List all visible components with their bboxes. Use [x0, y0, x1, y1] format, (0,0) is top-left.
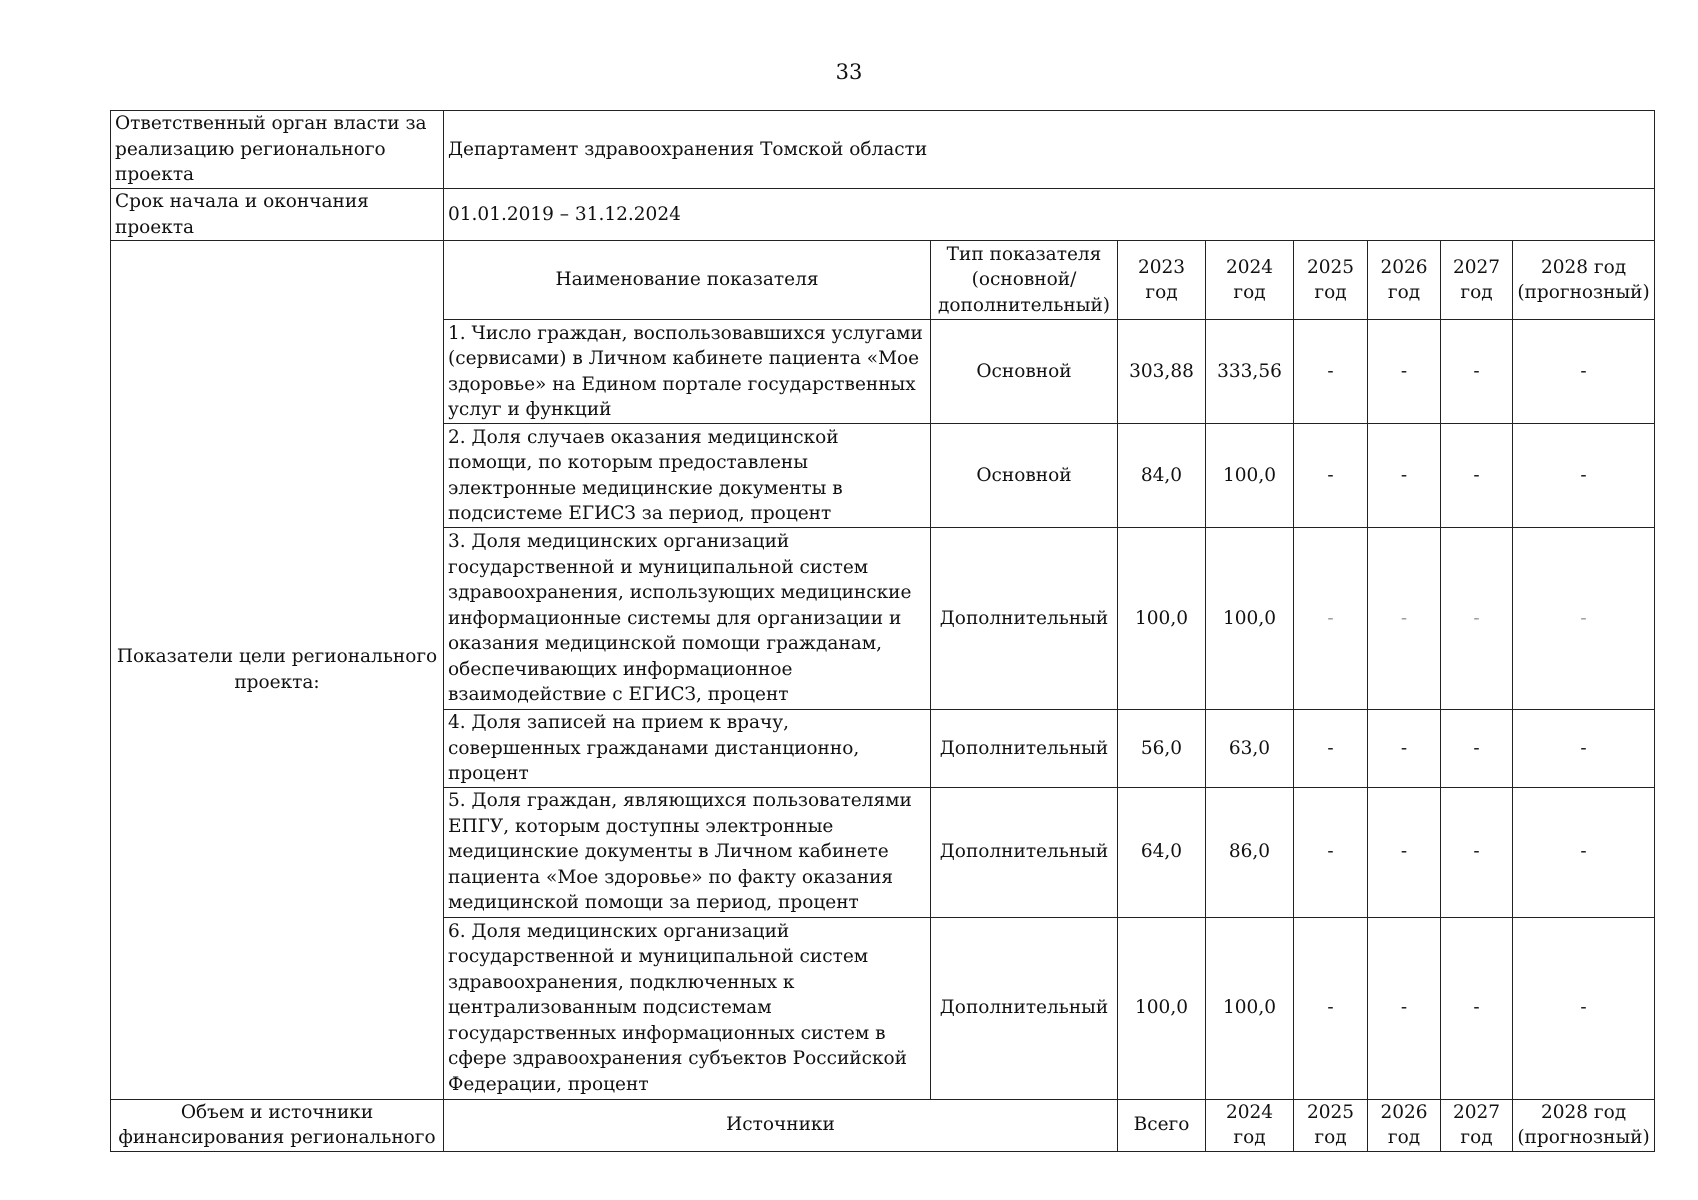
page-number: 33 [835, 60, 863, 84]
indicator-type: Основной [931, 424, 1118, 528]
period-value: 01.01.2019 – 31.12.2024 [444, 189, 1655, 241]
indicators-section-label: Показатели цели регионального проекта: [111, 241, 444, 1100]
value-2023: 84,0 [1118, 424, 1206, 528]
value-2024: 100,0 [1206, 424, 1294, 528]
responsible-label: Ответственный орган власти за реализацию регионального проекта [111, 111, 444, 189]
value-2027: - [1441, 424, 1513, 528]
value-2024: 63,0 [1206, 710, 1294, 788]
value-2023: 64,0 [1118, 787, 1206, 917]
value-2028: - [1513, 787, 1655, 917]
value-2027: - [1441, 528, 1513, 710]
value-2023: 100,0 [1118, 917, 1206, 1099]
value-2028: - [1513, 528, 1655, 710]
value-2024: 86,0 [1206, 787, 1294, 917]
value-2025: - [1294, 424, 1368, 528]
value-2026: - [1368, 787, 1441, 917]
col-header-2025: 2025 год [1294, 241, 1368, 320]
col-header-2024: 2024 год [1206, 241, 1294, 320]
col-header-2027: 2027 год [1441, 241, 1513, 320]
financing-col-sources: Источники [444, 1099, 1118, 1151]
indicators-header-row [111, 241, 1655, 320]
value-2026: - [1368, 917, 1441, 1099]
value-2025: - [1294, 528, 1368, 710]
indicator-name: 5. Доля граждан, являющихся пользователями ЕПГУ, которым доступны электронные медицинские документы в Личном кабинете пациента «Мое здоровье» по факту оказания медицинской помощи за период, процент [444, 787, 931, 917]
responsible-row [111, 111, 1655, 189]
financing-col-2026: 2026 год [1368, 1099, 1441, 1151]
value-2028: - [1513, 710, 1655, 788]
indicator-name: 2. Доля случаев оказания медицинской помощи, по которым предоставлены электронные медицинские документы в подсистеме ЕГИСЗ за период, процент [444, 424, 931, 528]
value-2025: - [1294, 787, 1368, 917]
col-header-type: Тип показателя (основной/ дополнительный) [931, 241, 1118, 320]
value-2027: - [1441, 787, 1513, 917]
indicator-name: 4. Доля записей на прием к врачу, совершенных гражданами дистанционно, процент [444, 710, 931, 788]
financing-col-2025: 2025 год [1294, 1099, 1368, 1151]
value-2024: 100,0 [1206, 528, 1294, 710]
value-2026: - [1368, 528, 1441, 710]
value-2023: 303,88 [1118, 320, 1206, 424]
value-2025: - [1294, 710, 1368, 788]
value-2023: 56,0 [1118, 710, 1206, 788]
financing-col-2024: 2024 год [1206, 1099, 1294, 1151]
value-2023: 100,0 [1118, 528, 1206, 710]
indicator-type: Дополнительный [931, 917, 1118, 1099]
period-label: Срок начала и окончания проекта [111, 189, 444, 241]
period-row [111, 189, 1655, 241]
value-2026: - [1368, 710, 1441, 788]
financing-col-2027: 2027 год [1441, 1099, 1513, 1151]
value-2027: - [1441, 710, 1513, 788]
value-2025: - [1294, 320, 1368, 424]
col-header-2023: 2023 год [1118, 241, 1206, 320]
value-2028: - [1513, 917, 1655, 1099]
financing-section-label: Объем и источники финансирования регионального [111, 1099, 444, 1151]
financing-header-row [111, 1099, 1655, 1151]
responsible-value: Департамент здравоохранения Томской области [444, 111, 1655, 189]
indicator-type: Основной [931, 320, 1118, 424]
indicator-name: 3. Доля медицинских организаций государственной и муниципальной систем здравоохранения, использующих медицинские информационные системы для организации и оказания медицинской помощи гражданам, обеспечивающих информационное взаимодействие с ЕГИСЗ, процент [444, 528, 931, 710]
value-2025: - [1294, 917, 1368, 1099]
indicator-name: 6. Доля медицинских организаций государственной и муниципальной систем здравоохранения, подключенных к централизованным подсистемам государственных информационных систем в сфере здравоохранения субъектов Российской Федерации, процент [444, 917, 931, 1099]
indicator-type: Дополнительный [931, 787, 1118, 917]
value-2024: 100,0 [1206, 917, 1294, 1099]
col-header-name: Наименование показателя [444, 241, 931, 320]
value-2027: - [1441, 320, 1513, 424]
value-2026: - [1368, 424, 1441, 528]
indicator-type: Дополнительный [931, 710, 1118, 788]
financing-col-2028: 2028 год (прогнозный) [1513, 1099, 1655, 1151]
value-2028: - [1513, 320, 1655, 424]
col-header-2028: 2028 год (прогнозный) [1513, 241, 1655, 320]
indicator-type: Дополнительный [931, 528, 1118, 710]
indicator-name: 1. Число граждан, воспользовавшихся услугами (сервисами) в Личном кабинете пациента «Мое здоровье» на Едином портале государственных услуг и функций [444, 320, 931, 424]
value-2027: - [1441, 917, 1513, 1099]
financing-col-total: Всего [1118, 1099, 1206, 1151]
value-2026: - [1368, 320, 1441, 424]
value-2024: 333,56 [1206, 320, 1294, 424]
value-2028: - [1513, 424, 1655, 528]
col-header-2026: 2026 год [1368, 241, 1441, 320]
project-passport-table [110, 110, 1655, 1152]
